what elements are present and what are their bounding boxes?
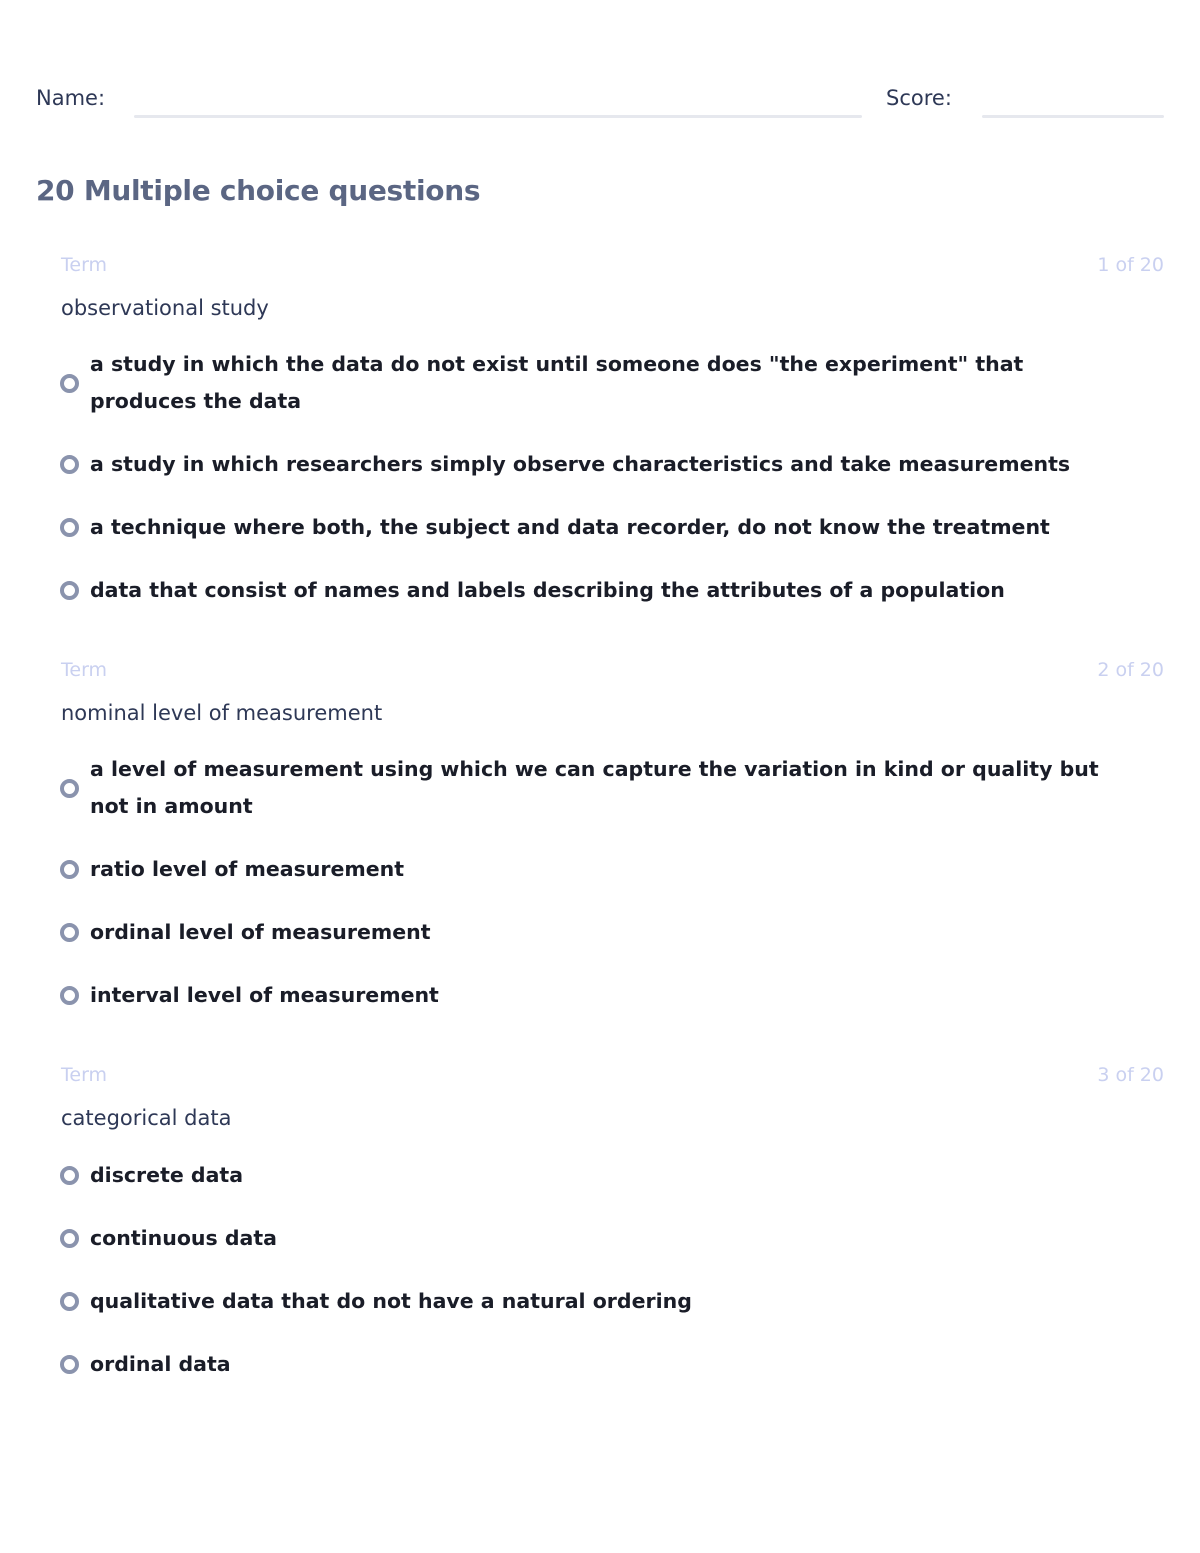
answer-option-text: discrete data bbox=[90, 1162, 244, 1187]
question-term: categorical data bbox=[61, 1106, 232, 1130]
answer-option[interactable] bbox=[61, 1219, 1164, 1257]
radio-circle-icon[interactable] bbox=[60, 581, 79, 600]
answer-option[interactable] bbox=[61, 1282, 1164, 1320]
question-counter: 3 of 20 bbox=[1097, 1064, 1164, 1086]
answer-option[interactable] bbox=[61, 346, 1164, 420]
name-field[interactable] bbox=[134, 115, 862, 118]
question-counter: 2 of 20 bbox=[1097, 659, 1164, 681]
radio-circle-icon[interactable] bbox=[60, 374, 79, 393]
answer-option-text: continuous data bbox=[90, 1225, 278, 1250]
answer-option[interactable] bbox=[61, 913, 1164, 951]
radio-circle-icon[interactable] bbox=[60, 518, 79, 537]
radio-circle-icon[interactable] bbox=[60, 1292, 79, 1311]
name-label: Name: bbox=[36, 86, 106, 110]
answer-option[interactable] bbox=[61, 1345, 1164, 1383]
radio-circle-icon[interactable] bbox=[60, 860, 79, 879]
answer-option[interactable] bbox=[61, 508, 1164, 546]
answer-options bbox=[61, 346, 1164, 609]
question-type-label: Term bbox=[61, 254, 108, 276]
question-1 bbox=[61, 254, 1164, 634]
radio-circle-icon[interactable] bbox=[60, 1229, 79, 1248]
question-meta bbox=[61, 659, 1164, 685]
answer-option[interactable] bbox=[61, 751, 1164, 825]
answer-option[interactable] bbox=[61, 1156, 1164, 1194]
answer-option[interactable] bbox=[61, 571, 1164, 609]
answer-option-text: qualitative data that do not have a natural ordering bbox=[90, 1288, 692, 1313]
answer-option-text: a study in which researchers simply observe characteristics and take measurements bbox=[90, 451, 1071, 476]
student-info-row bbox=[36, 86, 1164, 120]
answer-option-text: a technique where both, the subject and data recorder, do not know the treatment bbox=[90, 514, 1050, 539]
answer-option-text: ordinal level of measurement bbox=[90, 919, 431, 944]
answer-option-text: ratio level of measurement bbox=[90, 856, 405, 881]
radio-circle-icon[interactable] bbox=[60, 923, 79, 942]
radio-circle-icon[interactable] bbox=[60, 779, 79, 798]
answer-option-text: a level of measurement using which we can capture the variation in kind or quality but not in amount bbox=[90, 757, 1099, 818]
answer-option-text: data that consist of names and labels describing the attributes of a population bbox=[90, 577, 1005, 602]
radio-circle-icon[interactable] bbox=[60, 1166, 79, 1185]
question-meta bbox=[61, 254, 1164, 280]
answer-option-text: ordinal data bbox=[90, 1351, 231, 1376]
question-term: observational study bbox=[61, 296, 269, 320]
score-field[interactable] bbox=[982, 115, 1164, 118]
answer-option-text: a study in which the data do not exist until someone does "the experiment" that produces the data bbox=[90, 352, 1024, 413]
radio-circle-icon[interactable] bbox=[60, 986, 79, 1005]
answer-option[interactable] bbox=[61, 445, 1164, 483]
section-title: 20 Multiple choice questions bbox=[36, 174, 481, 207]
question-3 bbox=[61, 1064, 1164, 1408]
question-counter: 1 of 20 bbox=[1097, 254, 1164, 276]
question-type-label: Term bbox=[61, 1064, 108, 1086]
answer-option[interactable] bbox=[61, 850, 1164, 888]
answer-options bbox=[61, 1156, 1164, 1383]
question-term: nominal level of measurement bbox=[61, 701, 383, 725]
answer-options bbox=[61, 751, 1164, 1014]
answer-option-text: interval level of measurement bbox=[90, 982, 439, 1007]
score-label: Score: bbox=[886, 86, 952, 110]
question-type-label: Term bbox=[61, 659, 108, 681]
radio-circle-icon[interactable] bbox=[60, 1355, 79, 1374]
radio-circle-icon[interactable] bbox=[60, 455, 79, 474]
question-2 bbox=[61, 659, 1164, 1039]
question-meta bbox=[61, 1064, 1164, 1090]
answer-option[interactable] bbox=[61, 976, 1164, 1014]
